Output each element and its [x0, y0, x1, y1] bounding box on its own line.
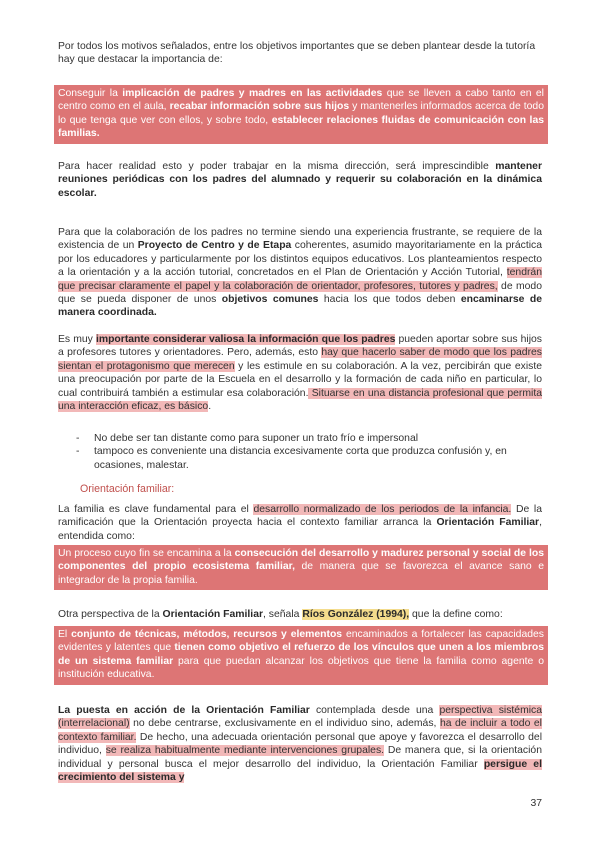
meetings-paragraph: Para hacer realidad esto y poder trabajar en la misma dirección, será imprescindible mantener reuniones periódicas con los padres del alumnado y requerir su colaboración en la dinámica escolar.	[58, 161, 542, 199]
distance-bullet-list	[72, 432, 542, 472]
collaboration-paragraph: Para que la colaboración de los padres no termine siendo una experiencia frustrante, se requiere de la existencia de un Proyecto de Centro y de Etapa coherentes, asumido mayoritariamente en la práctica por los educadores y particularmente por los distintos equipos educativos. Los planteamientos respecto a la orientación y a la acción tutorial, concretados en el Plan de Orientación y Acción Tutorial, tendrán que precisar claramente el papel y la colaboración de orientador, profesores, tutores y padres, de modo que se pueda disponer de unos objetivos comunes hacia los que todos deben encaminarse de manera coordinada.	[58, 227, 542, 319]
intro-paragraph: Por todos los motivos señalados, entre los objetivos importantes que se deben plantear desde la tutoría hay que destacar la importancia de:	[58, 41, 536, 66]
information-paragraph: Es muy importante considerar valiosa la información que los padres pueden aportar sobre sus hijos a profesores tutores y orientadores. Pero, además, esto hay que hacerlo saber de modo que los padres sientan el protagonismo que merecen y les estimule en su colaboración. A la vez, percibirán que existe una preocupación por parte de la Escuela en el desarrollo y la formación de cada niño en particular, lo cual contribuirá también a estimular esa colaboración. Situarse en una distancia profesional que permita una interacción eficaz, es básico.	[58, 334, 543, 413]
systemic-paragraph: La puesta en acción de la Orientación Familiar contemplada desde una perspectiva sistémica (interrelacional) no debe centrarse, exclusivamente en el individuo sino, además, ha de incluir a todo el contexto familiar. De hecho, una adecuada orientación personal que apoye y favorezca el desarrollo del individuo, se realiza habitualmente mediante intervenciones grupales. De manera que, si la orientación individual y personal busca el mejor desarrollo del individuo, la Orientación Familiar persigue el crecimiento del sistema y	[58, 705, 543, 784]
page-number: 37	[530, 798, 542, 809]
family-paragraph: La familia es clave fundamental para el desarrollo normalizado de los periodos de la infancia. De la ramificación que la Orientación proyecta hacia el contexto familiar arranca la Orientación Familiar, entendida como:	[58, 504, 542, 542]
bullet-item: - No debe ser tan distante como para suponer un trato frío e impersonal	[72, 432, 542, 445]
bullet-item: - tampoco es conveniente una distancia excesivamente corta que produzca confusión y, en ocasiones, malestar.	[72, 445, 542, 472]
highlight-box-definition-1: Un proceso cuyo fin se encamina a la consecución del desarrollo y madurez personal y social de los componentes del propio ecosistema familiar, de manera que se favorezca el avance sano e integrador de la propia familia.	[54, 545, 548, 590]
highlight-box-definition-2: El conjunto de técnicas, métodos, recursos y elementos encaminados a fortalecer las capacidades evidentes y latentes que tienen como objetivo el refuerzo de los vínculos que unen a los miembros de un sistema familiar para que puedan alcanzar los objetivos que tiene la familia como agente o institución educativa.	[54, 626, 548, 685]
section-heading-family-orientation: Orientación familiar:	[80, 483, 175, 495]
highlight-box-objectives: Conseguir la implicación de padres y madres en las actividades que se lleven a cabo tanto en el centro como en el aula, recabar información sobre sus hijos y mantenerles informados acerca de todo lo que tenga que ver con ellos, y sobre todo, establecer relaciones fluidas de comunicación con las familias.	[54, 85, 548, 144]
perspective-paragraph: Otra perspectiva de la Orientación Familiar, señala Ríos González (1994), que la define como:	[58, 609, 503, 620]
